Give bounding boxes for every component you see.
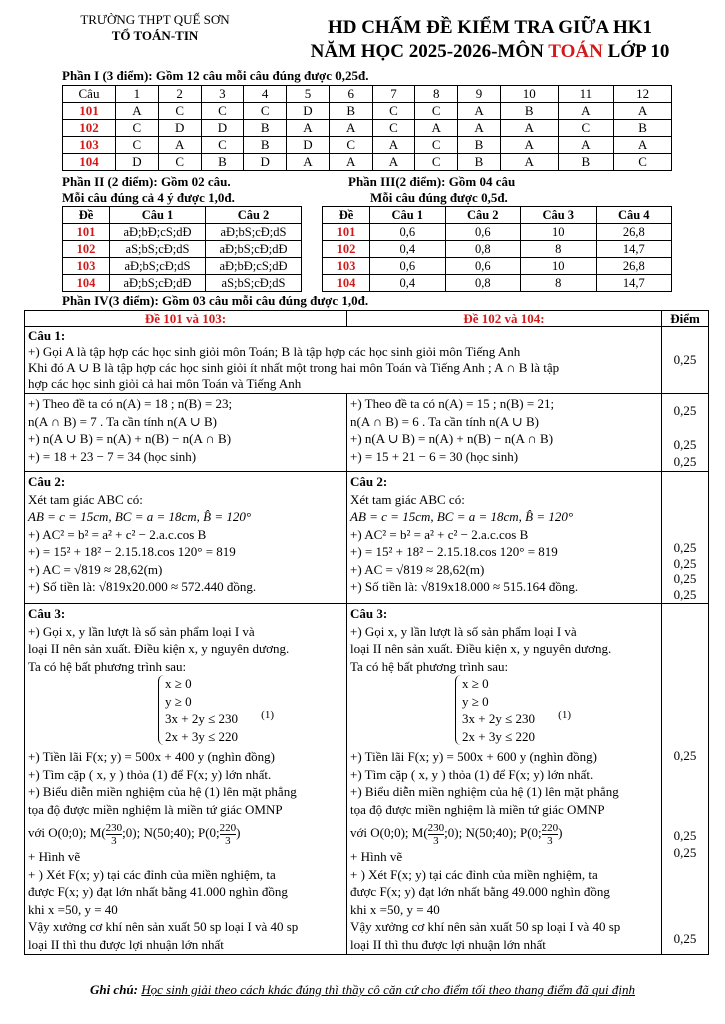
- answer-cell: C: [244, 103, 287, 120]
- answer-cell: B: [614, 120, 672, 137]
- answer-cell: B: [244, 137, 287, 154]
- answer-cell: C: [372, 120, 415, 137]
- table-row: 101 aĐ;bĐ;cS;dĐ aĐ;bS;cĐ;dS: [63, 224, 302, 241]
- answer-cell: C: [372, 103, 415, 120]
- answer-cell: C: [415, 154, 458, 171]
- answer-cell: D: [287, 103, 330, 120]
- part1-table: [62, 85, 672, 171]
- answer-cell: C: [201, 137, 244, 154]
- part2-heading: Phần II (2 điểm): Gồm 02 câu. Mỗi câu đúng cả 4 ý được 1,0đ.: [62, 174, 235, 205]
- q-number: 11: [558, 86, 614, 103]
- q-number: 6: [329, 86, 372, 103]
- answer-cell: A: [329, 154, 372, 171]
- answer-cell: C: [558, 120, 614, 137]
- school-header: [55, 12, 255, 44]
- answer-cell: A: [158, 137, 201, 154]
- table-row: [63, 154, 672, 171]
- table-row: 102 0,4 0,8 8 14,7: [323, 241, 672, 258]
- q-number: 12: [614, 86, 672, 103]
- answer-cell: A: [329, 120, 372, 137]
- table-row: [63, 120, 672, 137]
- answer-cell: B: [458, 137, 501, 154]
- answer-cell: D: [158, 120, 201, 137]
- q2-row: Câu 2: Xét tam giác ABC có: AB = c = 15cm, BC = a = 18cm, B̂ = 120° +) AC² = b² = a² + c² − 2.a.c.cos B +) = 15² + 18² − 2.15.18.cos 120° = 819 +) AC = √819 ≈ 28,62(m) +) Số tiền là: √819x20.000 ≈ 572.440 đồng. Câu 2: Xét tam giác ABC có: AB = c = 15cm, BC = a = 18cm, B̂ = 120° +) AC² = b² = a² + c² − 2.a.c.cos B +) = 15² + 18² − 2.15.18.cos 120° = 819 +) AC = √819 ≈ 28,62(m) +) Số tiền là: √819x18.000 ≈ 515.164 đồng. 0,25 0,25 0,25 0,25: [25, 472, 709, 604]
- part1-heading: Phần I (3 điểm): Gồm 12 câu mỗi câu đúng được 0,25đ.: [62, 68, 369, 83]
- exam-code: 101: [63, 103, 116, 120]
- department-name: TỔ TOÁN-TIN: [111, 28, 199, 43]
- q1-solution-row: +) Theo đề ta có n(A) = 18 ; n(B) = 23; n(A ∩ B) = 7 . Ta cần tính n(A ∪ B) +) n(A ∪ B) = n(A) + n(B) − n(A ∩ B) +) = 18 + 23 − 7 = 34 (học sinh) +) Theo đề ta có n(A) = 15 ; n(B) = 21; n(A ∩ B) = 6 . Ta cần tính n(A ∪ B) +) n(A ∪ B) = n(A) + n(B) − n(A ∩ B) +) = 15 + 21 − 6 = 30 (học sinh) 0,25 0,25 0,25: [25, 394, 709, 472]
- answer-cell: C: [158, 154, 201, 171]
- answer-cell: A: [558, 103, 614, 120]
- part3-heading: Phần III(2 điểm): Gồm 04 câu Mỗi câu đúng được 0,5đ.: [348, 174, 516, 205]
- col-right-header: Đề 102 và 104:: [347, 311, 662, 327]
- answer-cell: C: [415, 103, 458, 120]
- answer-cell: C: [415, 137, 458, 154]
- answer-cell: B: [329, 103, 372, 120]
- table-row: 103 aĐ;bS;cĐ;dS aĐ;bĐ;cS;dĐ: [63, 258, 302, 275]
- answer-cell: C: [614, 154, 672, 171]
- part3-table: Đề Câu 1 Câu 2 Câu 3 Câu 4 101 0,6 0,6 10 26,8 102 0,4 0,8 8 14,7 103 0,6 0,6 10 26,8 104 0,4 0,8 8 14,7: [322, 206, 672, 292]
- footer-note: [0, 982, 725, 998]
- answer-cell: B: [244, 120, 287, 137]
- table-row: 103 0,6 0,6 10 26,8: [323, 258, 672, 275]
- answer-cell: B: [500, 103, 558, 120]
- col-points-header: Điểm: [662, 311, 709, 327]
- part2-table: Đề Câu 1 Câu 2 101 aĐ;bĐ;cS;dĐ aĐ;bS;cĐ;dS 102 aS;bS;cĐ;dS aĐ;bS;cĐ;dĐ 103 aĐ;bS;cĐ;dS aĐ;bĐ;cS;dĐ 104 aĐ;bS;cĐ;dĐ aS;bS;cĐ;dS: [62, 206, 302, 292]
- q1-intro-row: Câu 1: +) Gọi A là tập hợp các học sinh giỏi môn Toán; B là tập hợp các học sinh giỏi môn Tiếng Anh Khi đó A ∪ B là tập hợp các học sinh giỏi ít nhất một trong hai môn Toán và Tiếng Anh ; A ∩ B là tập hợp các học sinh giỏi cả hai môn Toán và Tiếng Anh 0,25: [25, 327, 709, 394]
- answer-cell: C: [329, 137, 372, 154]
- inequality-system: x ≥ 0 y ≥ 0 3x + 2y ≤ 230 2x + 3y ≤ 220 (1): [455, 675, 557, 745]
- q-number: 9: [458, 86, 501, 103]
- note-label: Ghi chú:: [89, 982, 138, 997]
- answer-cell: D: [201, 120, 244, 137]
- table-row: [63, 103, 672, 120]
- answer-cell: C: [116, 137, 159, 154]
- table-row: 101 0,6 0,6 10 26,8: [323, 224, 672, 241]
- exam-code: 102: [63, 120, 116, 137]
- answer-cell: B: [458, 154, 501, 171]
- answer-cell: A: [500, 120, 558, 137]
- answer-cell: A: [116, 103, 159, 120]
- answer-cell: C: [116, 120, 159, 137]
- q-number: 10: [500, 86, 558, 103]
- title-line2: NĂM HỌC 2025-2026-MÔN TOÁN LỚP 10: [310, 41, 670, 62]
- answer-cell: A: [558, 137, 614, 154]
- title-line1: HD CHẤM ĐỀ KIỂM TRA GIỮA HK1: [327, 17, 653, 38]
- q-number: 7: [372, 86, 415, 103]
- answer-cell: D: [116, 154, 159, 171]
- note-text: Học sinh giải theo cách khác đúng thì thầy cô căn cứ cho điểm tối theo thang điểm đã qui định: [141, 982, 636, 997]
- q-number: 3: [201, 86, 244, 103]
- table-row: 104 aĐ;bS;cĐ;dĐ aS;bS;cĐ;dS: [63, 275, 302, 292]
- answer-cell: A: [372, 137, 415, 154]
- q-number: 2: [158, 86, 201, 103]
- answer-cell: A: [287, 154, 330, 171]
- answer-cell: A: [287, 120, 330, 137]
- answer-cell: D: [244, 154, 287, 171]
- table-row: [63, 137, 672, 154]
- table-row: 104 0,4 0,8 8 14,7: [323, 275, 672, 292]
- part4-table: [24, 310, 709, 955]
- answer-cell: C: [158, 103, 201, 120]
- part4-heading: Phần IV(3 điểm): Gồm 03 câu mỗi câu đúng được 1,0đ.: [62, 293, 369, 308]
- answer-cell: A: [614, 137, 672, 154]
- answer-cell: A: [500, 154, 558, 171]
- q-number: 4: [244, 86, 287, 103]
- part1-header-row: [63, 86, 672, 103]
- part1-header-label: Câu: [63, 86, 116, 103]
- answer-cell: A: [415, 120, 458, 137]
- answer-cell: D: [287, 137, 330, 154]
- q3-row: Câu 3: +) Gọi x, y lần lượt là số sản phẩm loại I và loại II nên sản xuất. Điều kiện x, y nguyên dương. Ta có hệ bất phương trình sau: x ≥ 0 y ≥ 0 3x + 2y ≤ 230 2x + 3y ≤ 220 (1) +) Tiền lãi F(x; y) = 500x + 400 y (nghìn đồng) +) Tìm cặp ( x, y ) thỏa (1) để F(x; y) lớn nhất. +) Biểu diễn miền nghiệm của hệ (1) lên mặt phẳng tọa độ được miền nghiệm là miền tứ giác OMNP với O(0;0); M( $\frac{230}{3}$ ;0); N(50;40); P(0; $\frac{220}{3}$ ) + Hình vẽ + ) Xét F(x; y) tại các đỉnh của miền nghiệm, ta được F(x; y) đạt lớn nhất bằng 41.000 nghìn đồng khi x =50, y = 40 Vậy xưởng cơ khí nên sản xuất 50 sp loại I và 40 sp loại II thì thu được lợi nhuận lớn nhất Câu 3: +) Gọi x, y lần lượt là số sản phẩm loại I và loại II nên sản xuất. Điều kiện x, y nguyên dương. Ta có hệ bất phương trình sau: x ≥ 0 y ≥ 0 3x + 2y ≤ 230 2x + 3y ≤ 220 (1) +) Tiền lãi F(x; y) = 500x + 600 y (nghìn đồng) +) Tìm cặp ( x, y ) thỏa (1) để F(x; y) lớn nhất. +) Biểu diễn miền nghiệm của hệ (1) lên mặt phẳng tọa độ được miền nghiệm là miền tứ giác OMNP với O(0;0); M( $\frac{230}{3}$ ;0); N(50;40); P(0; $\frac{220}{3}$ ) + Hình vẽ + ) Xét F(x; y) tại các đỉnh của miền nghiệm, ta được F(x; y) đạt lớn nhất bằng 49.000 nghìn đồng khi x =50, y = 40 Vậy xưởng cơ khí nên sản xuất 50 sp loại I và 40 sp loại II thì thu được lợi nhuận lớn nhất 0,25 0,25 0,25 0,25: [25, 604, 709, 955]
- col-left-header: Đề 101 và 103:: [25, 311, 347, 327]
- answer-cell: C: [201, 103, 244, 120]
- exam-code: 104: [63, 154, 116, 171]
- answer-cell: A: [500, 137, 558, 154]
- answer-cell: A: [614, 103, 672, 120]
- exam-code: 103: [63, 137, 116, 154]
- answer-cell: A: [372, 154, 415, 171]
- answer-cell: B: [558, 154, 614, 171]
- answer-cell: A: [458, 103, 501, 120]
- subject-name: TOÁN: [548, 41, 603, 62]
- inequality-system: x ≥ 0 y ≥ 0 3x + 2y ≤ 230 2x + 3y ≤ 220 (1): [158, 675, 260, 745]
- q-number: 1: [116, 86, 159, 103]
- q-number: 5: [287, 86, 330, 103]
- document-title: [270, 16, 710, 64]
- answer-cell: B: [201, 154, 244, 171]
- answer-cell: A: [458, 120, 501, 137]
- school-name: TRƯỜNG THPT QUẾ SƠN: [80, 12, 230, 27]
- table-row: 102 aS;bS;cĐ;dS aĐ;bS;cĐ;dĐ: [63, 241, 302, 258]
- q-number: 8: [415, 86, 458, 103]
